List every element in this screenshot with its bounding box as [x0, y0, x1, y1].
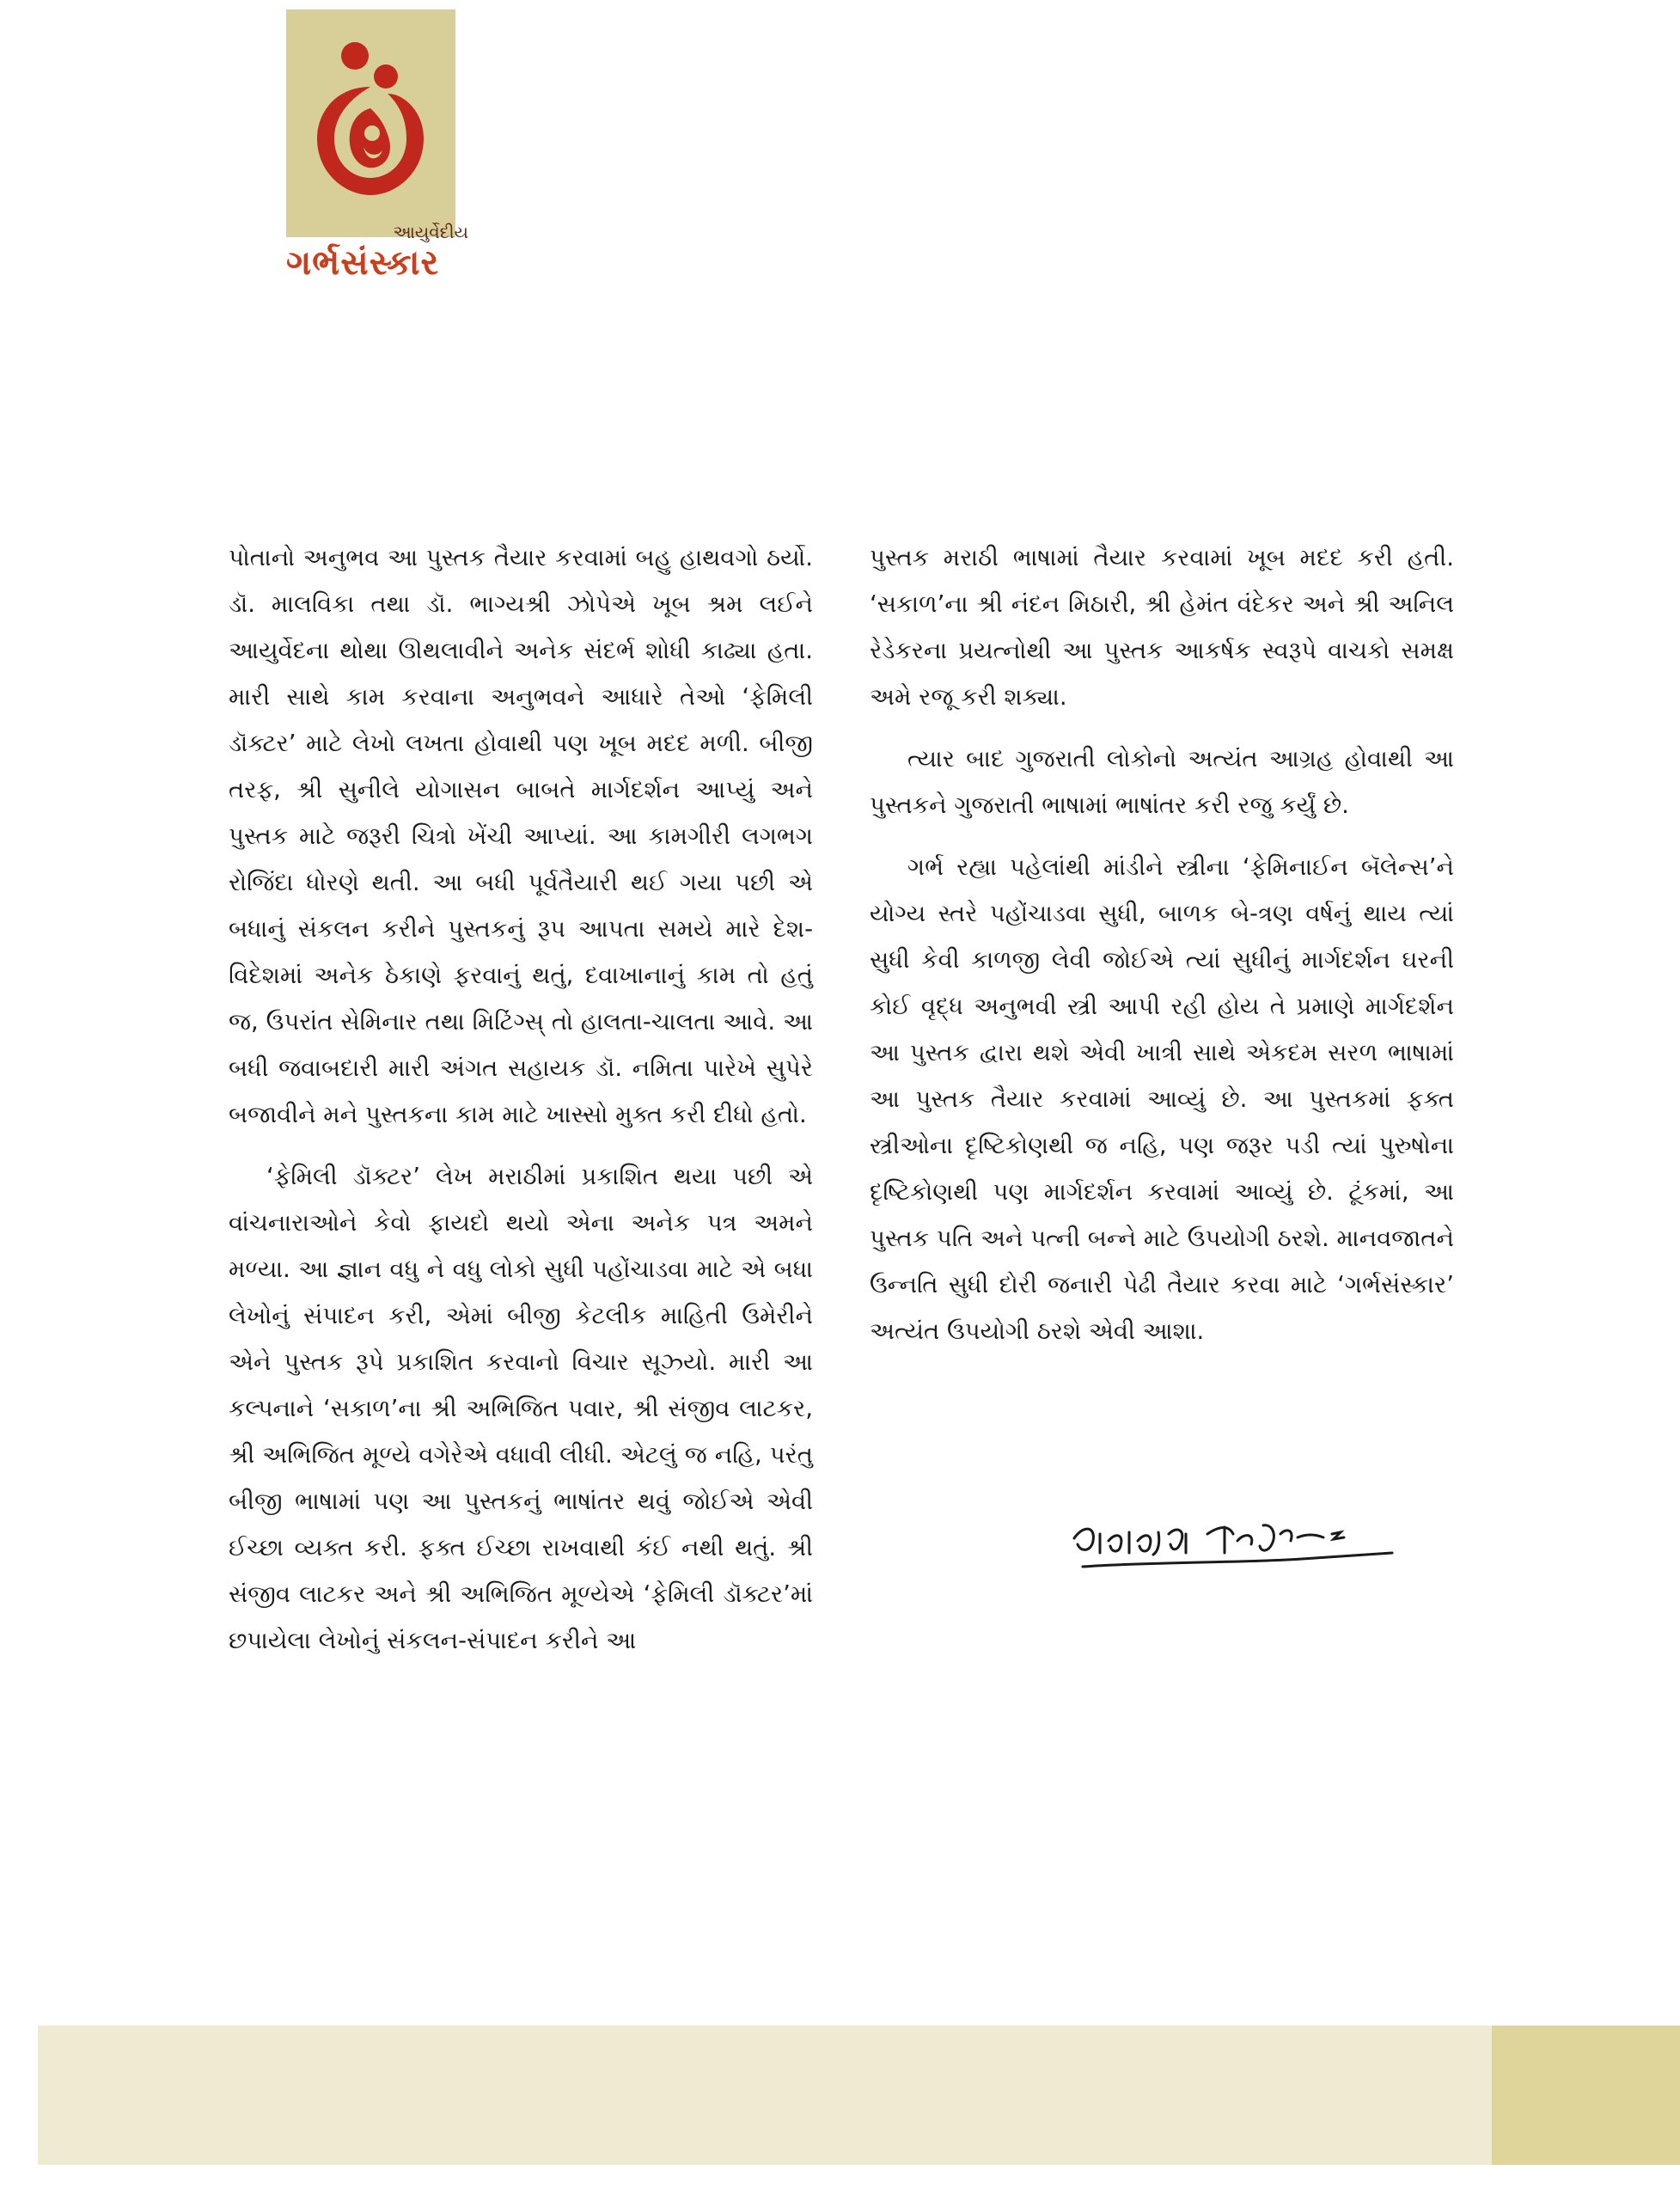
paragraph: પુસ્તક મરાઠી ભાષામાં તૈયાર કરવામાં ખૂબ મદદ કરી હતી. ‘સકાળ’ના શ્રી નંદન મિઠારી, શ્રી હેમંત વંદેકર અને શ્રી અનિલ રેડેકરના પ્રયત્નોથી આ પુસ્તક આકર્ષક સ્વરૂપે વાચકો સમક્ષ અમે રજૂ કરી શક્યા. — [870, 544, 1454, 711]
left-column — [229, 535, 813, 1679]
paragraph: ત્યાર બાદ ગુજરાતી લોકોનો અત્યંત આગ્રહ હોવાથી આ પુસ્તકને ગુજરાતી ભાષામાં ભાષાંતર કરી રજુ કર્યું છે. — [870, 745, 1454, 819]
paragraph: ગર્ભ રહ્યા પહેલાંથી માંડીને સ્ત્રીના ‘ફેમિનાઈન બૅલેન્સ’ને યોગ્ય સ્તરે પહોંચાડવા સુધી, બાળક બે-ત્રણ વર્ષનું થાય ત્યાં સુધી કેવી કાળજી લેવી જોઈએ ત્યાં સુધીનું માર્ગદર્શન ઘરની કોઈ વૃદ્ધ અનુભવી સ્ત્રી આપી રહી હોય તે પ્રમાણે માર્ગદર્શન આ પુસ્તક દ્વારા થશે એવી ખાત્રી સાથે એકદમ સરળ ભાષામાં આ પુસ્તક તૈયાર કરવામાં આવ્યું છે. આ પુસ્તકમાં ફક્ત સ્ત્રીઓના દૃષ્ટિકોણથી જ નહિ, પણ જરૂર પડી ત્યાં પુરુષોના દૃષ્ટિકોણથી પણ માર્ગદર્શન કરવામાં આવ્યું છે. ટૂંકમાં, આ પુસ્તક પતિ અને પત્ની બન્ને માટે ઉપયોગી ઠરશે. માનવજાતને ઉન્નતિ સુધી દોરી જનારી પેઢી તૈયાર કરવા માટે ‘ગર્ભસંસ્કાર’ અત્યંત ઉપયોગી ઠરશે એવી આશા. — [870, 853, 1454, 1345]
logo-box — [286, 9, 455, 237]
signature — [1057, 1500, 1418, 1594]
mother-child-emblem-icon — [310, 27, 431, 199]
footer-bar — [38, 2026, 1492, 2165]
paragraph: પોતાનો અનુભવ આ પુસ્તક તૈયાર કરવામાં બહુ હાથવગો ઠર્યો. ડૉ. માલવિકા તથા ડૉ. ભાગ્યશ્રી ઝોપેએ ખૂબ શ્રમ લઈને આયુર્વેદના થોથા ઊથલાવીને અનેક સંદર્ભ શોધી કાઢ્યા હતા. મારી સાથે કામ કરવાના અનુભવને આધારે તેઓ ‘ફેમિલી ડૉક્ટર’ માટે લેખો લખતા હોવાથી પણ ખૂબ મદદ મળી. બીજી તરફ, શ્રી સુનીલે યોગાસન બાબતે માર્ગદર્શન આપ્યું અને પુસ્તક માટે જરૂરી ચિત્રો ખેંચી આપ્યાં. આ કામગીરી લગભગ રોજિંદા ધોરણે થતી. આ બધી પૂર્વતૈયારી થઈ ગયા પછી એ બધાનું સંકલન કરીને પુસ્તકનું રૂપ આપતા સમયે મારે દેશ-વિદેશમાં અનેક ઠેકાણે ફરવાનું થતું, દવાખાનાનું કામ તો હતું જ, ઉપરાંત સેમિનાર તથા મિટિંગ્સ્ તો હાલતા-ચાલતા આવે. આ બધી જવાબદારી મારી અંગત સહાયક ડૉ. નમિતા પારેખે સુપેરે બજાવીને મને પુસ્તકના કામ માટે ખાસ્સો મુક્ત કરી દીધો હતો. — [229, 544, 813, 1128]
handwritten-signature-icon — [1057, 1500, 1418, 1594]
right-column — [870, 535, 1454, 1370]
paragraph: ‘ફેમિલી ડૉક્ટર’ લેખ મરાઠીમાં પ્રકાશિત થયા પછી એ વાંચનારાઓને કેવો ફાયદો થયો એના અનેક પત્ર અમને મળ્યા. આ જ્ઞાન વધુ ને વધુ લોકો સુધી પહોંચાડવા માટે એ બધા લેખોનું સંપાદન કરી, એમાં બીજી કેટલીક માહિતી ઉમેરીને એને પુસ્તક રૂપે પ્રકાશિત કરવાનો વિચાર સૂઝ્યો. મારી આ કલ્પનાને ‘સકાળ’ના શ્રી અભિજિત પવાર, શ્રી સંજીવ લાટકર, શ્રી અભિજિત મૂળ્યે વગેરેએ વધાવી લીધી. એટલું જ નહિ, પરંતુ બીજી ભાષામાં પણ આ પુસ્તકનું ભાષાંતર થવું જોઈએ એવી ઈચ્છા વ્યક્ત કરી. ફક્ત ઈચ્છા રાખવાથી કંઈ નથી થતું. શ્રી સંજીવ લાટકર અને શ્રી અભિજિત મૂળ્યેએ ‘ફેમિલી ડૉક્ટર’માં છપાયેલા લેખોનું સંકલન-સંપાદન કરીને આ — [229, 1163, 813, 1654]
footer-accent — [1492, 2026, 1680, 2165]
logo-title: ગર્ભસંસ્કાર — [286, 243, 440, 283]
logo-subtitle: આયુર્વેદીય — [393, 222, 468, 242]
